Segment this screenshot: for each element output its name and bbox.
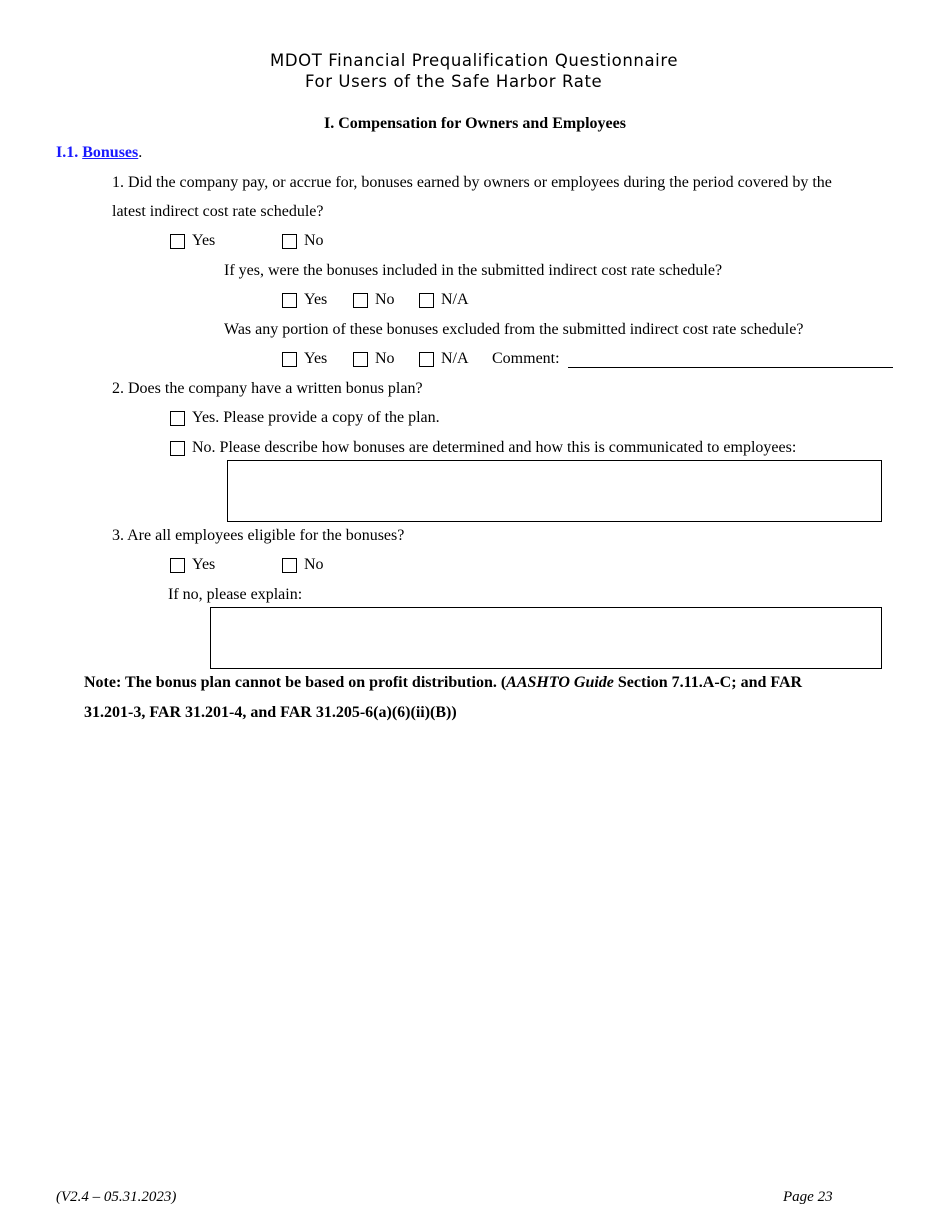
subsection-number: I.1. [56,144,79,161]
q1-sub2-no-label: No [375,350,395,367]
question-3-text: 3. Are all employees eligible for the bonuses? [112,527,405,544]
note-suffix: Section 7.11.A-C; and FAR [613,674,803,691]
q1-sub2-text: Was any portion of these bonuses excluded from the submitted indirect cost rate schedule? [224,321,804,338]
q3-yes-label: Yes [192,556,216,573]
q3-explain-textbox[interactable] [210,607,882,669]
section-heading: I. Compensation for Owners and Employees [324,115,626,132]
q1-sub1-na-label: N/A [441,291,469,308]
q1-sub1-no-checkbox[interactable] [353,293,368,308]
q2-yes-label: Yes. Please provide a copy of the plan. [192,409,440,426]
q1-sub2-no-checkbox[interactable] [353,352,368,367]
question-1-text-line1: 1. Did the company pay, or accrue for, bonuses earned by owners or employees during the period covered by the [112,174,832,191]
q3-explain-label: If no, please explain: [168,586,303,603]
bonuses-link[interactable]: Bonuses [82,144,139,161]
q1-yes-label: Yes [192,232,216,249]
q1-sub2-yes-checkbox[interactable] [282,352,297,367]
q1-sub1-no-label: No [375,291,395,308]
q1-sub2-na-checkbox[interactable] [419,352,434,367]
q2-description-textbox[interactable] [227,460,882,522]
q1-sub1-yes-checkbox[interactable] [282,293,297,308]
q1-sub2-yes-label: Yes [304,350,328,367]
question-1-text-line2: latest indirect cost rate schedule? [112,203,324,220]
q2-yes-checkbox[interactable] [170,411,185,426]
subsection-heading [56,144,142,162]
subsection-period: . [138,144,143,161]
version-label: (V2.4 – 05.31.2023) [56,1189,177,1205]
q1-comment-label: Comment: [492,350,560,367]
note-line1 [84,674,802,692]
note-guide-title: AASHTO Guide [506,674,614,691]
document-subtitle: For Users of the Safe Harbor Rate [305,72,603,91]
q1-sub2-na-label: N/A [441,350,469,367]
document-title: MDOT Financial Prequalification Questionnaire [270,51,679,70]
note-prefix: Note: The bonus plan cannot be based on profit distribution. ( [84,674,507,691]
q2-no-label: No. Please describe how bonuses are determined and how this is communicated to employees: [192,439,797,456]
q1-no-label: No [304,232,324,249]
q2-no-checkbox[interactable] [170,441,185,456]
note-line2: 31.201-3, FAR 31.201-4, and FAR 31.205-6(a)(6)(ii)(B)) [84,704,457,721]
q3-no-checkbox[interactable] [282,558,297,573]
q1-yes-checkbox[interactable] [170,234,185,249]
q3-no-label: No [304,556,324,573]
q1-sub1-text: If yes, were the bonuses included in the submitted indirect cost rate schedule? [224,262,723,279]
q1-sub1-na-checkbox[interactable] [419,293,434,308]
q1-no-checkbox[interactable] [282,234,297,249]
q1-comment-field[interactable] [568,367,893,368]
q1-sub1-yes-label: Yes [304,291,328,308]
question-2-text: 2. Does the company have a written bonus plan? [112,380,423,397]
q3-yes-checkbox[interactable] [170,558,185,573]
page-number: Page 23 [783,1189,833,1205]
